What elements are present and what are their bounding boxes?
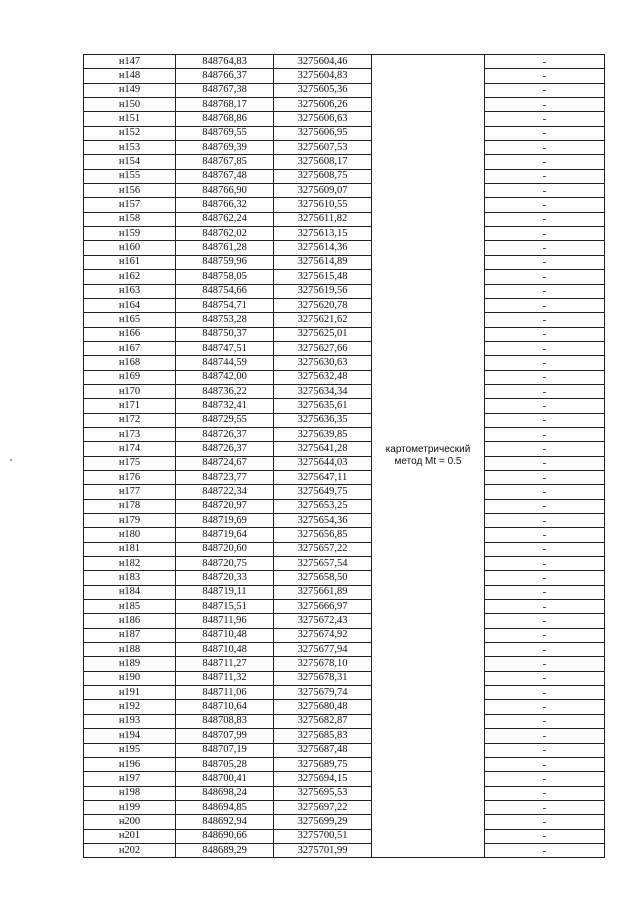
note-cell: - — [485, 686, 605, 700]
point-name-cell: н153 — [84, 141, 176, 155]
note-cell: - — [485, 227, 605, 241]
y-coordinate-cell: 3275685,83 — [274, 729, 372, 743]
point-name-cell: н148 — [84, 69, 176, 83]
point-name-cell: н175 — [84, 456, 176, 470]
x-coordinate-cell: 848766,37 — [176, 69, 274, 83]
table-row — [84, 729, 605, 743]
table-row — [84, 126, 605, 140]
point-name-cell: н191 — [84, 686, 176, 700]
point-name-cell: н157 — [84, 198, 176, 212]
y-coordinate-cell: 3275621,62 — [274, 313, 372, 327]
point-name-cell: н190 — [84, 671, 176, 685]
y-coordinate-cell: 3275639,85 — [274, 427, 372, 441]
point-name-cell: н162 — [84, 270, 176, 284]
x-coordinate-cell: 848707,99 — [176, 729, 274, 743]
x-coordinate-cell: 848720,75 — [176, 557, 274, 571]
point-name-cell: н180 — [84, 528, 176, 542]
table-row — [84, 585, 605, 599]
table-row — [84, 112, 605, 126]
point-name-cell: н164 — [84, 298, 176, 312]
x-coordinate-cell: 848767,85 — [176, 155, 274, 169]
y-coordinate-cell: 3275613,15 — [274, 227, 372, 241]
x-coordinate-cell: 848767,38 — [176, 83, 274, 97]
note-cell: - — [485, 499, 605, 513]
x-coordinate-cell: 848761,28 — [176, 241, 274, 255]
point-name-cell: н147 — [84, 55, 176, 69]
x-coordinate-cell: 848700,41 — [176, 772, 274, 786]
y-coordinate-cell: 3275606,63 — [274, 112, 372, 126]
y-coordinate-cell: 3275610,55 — [274, 198, 372, 212]
y-coordinate-cell: 3275634,34 — [274, 384, 372, 398]
note-cell: - — [485, 585, 605, 599]
point-name-cell: н150 — [84, 98, 176, 112]
x-coordinate-cell: 848720,60 — [176, 542, 274, 556]
table-row — [84, 427, 605, 441]
y-coordinate-cell: 3275678,10 — [274, 657, 372, 671]
table-row — [84, 843, 605, 857]
note-cell: - — [485, 313, 605, 327]
table-row — [84, 743, 605, 757]
point-name-cell: н156 — [84, 184, 176, 198]
x-coordinate-cell: 848726,37 — [176, 427, 274, 441]
x-coordinate-cell: 848758,05 — [176, 270, 274, 284]
table-row — [84, 241, 605, 255]
point-name-cell: н198 — [84, 786, 176, 800]
note-cell: - — [485, 485, 605, 499]
note-cell: - — [485, 83, 605, 97]
note-cell: - — [485, 772, 605, 786]
y-coordinate-cell: 3275654,36 — [274, 514, 372, 528]
table-row — [84, 284, 605, 298]
x-coordinate-cell: 848768,17 — [176, 98, 274, 112]
note-cell: - — [485, 614, 605, 628]
note-cell: - — [485, 514, 605, 528]
note-cell: - — [485, 628, 605, 642]
point-name-cell: н167 — [84, 341, 176, 355]
y-coordinate-cell: 3275700,51 — [274, 829, 372, 843]
table-row — [84, 83, 605, 97]
y-coordinate-cell: 3275609,07 — [274, 184, 372, 198]
y-coordinate-cell: 3275614,89 — [274, 255, 372, 269]
table-row — [84, 628, 605, 642]
note-cell: - — [485, 815, 605, 829]
note-cell: - — [485, 843, 605, 857]
x-coordinate-cell: 848768,86 — [176, 112, 274, 126]
table-row — [84, 370, 605, 384]
note-cell: - — [485, 470, 605, 484]
y-coordinate-cell: 3275677,94 — [274, 643, 372, 657]
note-cell: - — [485, 327, 605, 341]
point-name-cell: н152 — [84, 126, 176, 140]
note-cell: - — [485, 700, 605, 714]
note-cell: - — [485, 729, 605, 743]
note-cell: - — [485, 141, 605, 155]
point-name-cell: н161 — [84, 255, 176, 269]
table-row — [84, 69, 605, 83]
y-coordinate-cell: 3275604,46 — [274, 55, 372, 69]
y-coordinate-cell: 3275656,85 — [274, 528, 372, 542]
note-cell: - — [485, 112, 605, 126]
point-name-cell: н185 — [84, 600, 176, 614]
table-row — [84, 757, 605, 771]
point-name-cell: н182 — [84, 557, 176, 571]
note-cell: - — [485, 657, 605, 671]
y-coordinate-cell: 3275657,54 — [274, 557, 372, 571]
table-row — [84, 255, 605, 269]
x-coordinate-cell: 848762,02 — [176, 227, 274, 241]
table-row — [84, 327, 605, 341]
y-coordinate-cell: 3275657,22 — [274, 542, 372, 556]
y-coordinate-cell: 3275695,53 — [274, 786, 372, 800]
y-coordinate-cell: 3275606,95 — [274, 126, 372, 140]
y-coordinate-cell: 3275674,92 — [274, 628, 372, 642]
table-row — [84, 456, 605, 470]
y-coordinate-cell: 3275653,25 — [274, 499, 372, 513]
note-cell: - — [485, 356, 605, 370]
x-coordinate-cell: 848711,32 — [176, 671, 274, 685]
note-cell: - — [485, 442, 605, 456]
table-row — [84, 786, 605, 800]
x-coordinate-cell: 848708,83 — [176, 714, 274, 728]
y-coordinate-cell: 3275647,11 — [274, 470, 372, 484]
table-row — [84, 800, 605, 814]
x-coordinate-cell: 848722,34 — [176, 485, 274, 499]
note-cell: - — [485, 542, 605, 556]
note-cell: - — [485, 241, 605, 255]
point-name-cell: н169 — [84, 370, 176, 384]
table-row — [84, 528, 605, 542]
point-name-cell: н151 — [84, 112, 176, 126]
y-coordinate-cell: 3275632,48 — [274, 370, 372, 384]
table-row — [84, 141, 605, 155]
table-row — [84, 542, 605, 556]
x-coordinate-cell: 848769,39 — [176, 141, 274, 155]
point-name-cell: н200 — [84, 815, 176, 829]
note-cell: - — [485, 69, 605, 83]
x-coordinate-cell: 848732,41 — [176, 399, 274, 413]
point-name-cell: н195 — [84, 743, 176, 757]
table-row — [84, 643, 605, 657]
point-name-cell: н155 — [84, 169, 176, 183]
note-cell: - — [485, 800, 605, 814]
point-name-cell: н183 — [84, 571, 176, 585]
point-name-cell: н158 — [84, 212, 176, 226]
note-cell: - — [485, 126, 605, 140]
point-name-cell: н159 — [84, 227, 176, 241]
table-row — [84, 657, 605, 671]
table-row — [84, 442, 605, 456]
y-coordinate-cell: 3275661,89 — [274, 585, 372, 599]
note-cell: - — [485, 671, 605, 685]
note-cell: - — [485, 399, 605, 413]
y-coordinate-cell: 3275701,99 — [274, 843, 372, 857]
x-coordinate-cell: 848769,55 — [176, 126, 274, 140]
point-name-cell: н187 — [84, 628, 176, 642]
y-coordinate-cell: 3275678,31 — [274, 671, 372, 685]
point-name-cell: н149 — [84, 83, 176, 97]
table-row — [84, 341, 605, 355]
y-coordinate-cell: 3275604,83 — [274, 69, 372, 83]
y-coordinate-cell: 3275699,29 — [274, 815, 372, 829]
table-row — [84, 384, 605, 398]
x-coordinate-cell: 848715,51 — [176, 600, 274, 614]
x-coordinate-cell: 848767,48 — [176, 169, 274, 183]
point-name-cell: н179 — [84, 514, 176, 528]
note-cell: - — [485, 284, 605, 298]
y-coordinate-cell: 3275666,97 — [274, 600, 372, 614]
x-coordinate-cell: 848698,24 — [176, 786, 274, 800]
y-coordinate-cell: 3275694,15 — [274, 772, 372, 786]
coordinates-table-body — [84, 55, 605, 858]
point-name-cell: н176 — [84, 470, 176, 484]
note-cell: - — [485, 600, 605, 614]
table-row — [84, 485, 605, 499]
table-row — [84, 184, 605, 198]
note-cell: - — [485, 270, 605, 284]
table-row — [84, 686, 605, 700]
note-cell: - — [485, 184, 605, 198]
point-name-cell: н202 — [84, 843, 176, 857]
point-name-cell: н189 — [84, 657, 176, 671]
note-cell: - — [485, 714, 605, 728]
x-coordinate-cell: 848720,97 — [176, 499, 274, 513]
x-coordinate-cell: 848707,19 — [176, 743, 274, 757]
point-name-cell: н193 — [84, 714, 176, 728]
y-coordinate-cell: 3275682,87 — [274, 714, 372, 728]
y-coordinate-cell: 3275687,48 — [274, 743, 372, 757]
point-name-cell: н154 — [84, 155, 176, 169]
coordinates-table — [83, 54, 605, 858]
note-cell: - — [485, 743, 605, 757]
point-name-cell: н170 — [84, 384, 176, 398]
note-cell: - — [485, 786, 605, 800]
point-name-cell: н171 — [84, 399, 176, 413]
y-coordinate-cell: 3275636,35 — [274, 413, 372, 427]
table-row — [84, 227, 605, 241]
point-name-cell: н184 — [84, 585, 176, 599]
table-row — [84, 700, 605, 714]
point-name-cell: н174 — [84, 442, 176, 456]
x-coordinate-cell: 848694,85 — [176, 800, 274, 814]
note-cell: - — [485, 298, 605, 312]
x-coordinate-cell: 848692,94 — [176, 815, 274, 829]
point-name-cell: н186 — [84, 614, 176, 628]
note-cell: - — [485, 370, 605, 384]
scan-speck — [10, 459, 12, 461]
y-coordinate-cell: 3275608,17 — [274, 155, 372, 169]
note-cell: - — [485, 198, 605, 212]
note-cell: - — [485, 169, 605, 183]
table-row — [84, 98, 605, 112]
x-coordinate-cell: 848754,66 — [176, 284, 274, 298]
x-coordinate-cell: 848766,32 — [176, 198, 274, 212]
y-coordinate-cell: 3275649,75 — [274, 485, 372, 499]
point-name-cell: н197 — [84, 772, 176, 786]
x-coordinate-cell: 848766,90 — [176, 184, 274, 198]
x-coordinate-cell: 848710,48 — [176, 628, 274, 642]
x-coordinate-cell: 848753,28 — [176, 313, 274, 327]
y-coordinate-cell: 3275672,43 — [274, 614, 372, 628]
point-name-cell: н199 — [84, 800, 176, 814]
point-name-cell: н196 — [84, 757, 176, 771]
point-name-cell: н173 — [84, 427, 176, 441]
table-row — [84, 55, 605, 69]
note-cell: - — [485, 528, 605, 542]
y-coordinate-cell: 3275658,50 — [274, 571, 372, 585]
y-coordinate-cell: 3275620,78 — [274, 298, 372, 312]
table-row — [84, 270, 605, 284]
note-cell: - — [485, 427, 605, 441]
table-row — [84, 198, 605, 212]
note-cell: - — [485, 255, 605, 269]
x-coordinate-cell: 848720,33 — [176, 571, 274, 585]
point-name-cell: н166 — [84, 327, 176, 341]
note-cell: - — [485, 643, 605, 657]
x-coordinate-cell: 848711,06 — [176, 686, 274, 700]
point-name-cell: н194 — [84, 729, 176, 743]
note-cell: - — [485, 456, 605, 470]
x-coordinate-cell: 848750,37 — [176, 327, 274, 341]
table-row — [84, 714, 605, 728]
x-coordinate-cell: 848724,67 — [176, 456, 274, 470]
x-coordinate-cell: 848711,27 — [176, 657, 274, 671]
note-cell: - — [485, 98, 605, 112]
y-coordinate-cell: 3275607,53 — [274, 141, 372, 155]
note-cell: - — [485, 384, 605, 398]
x-coordinate-cell: 848719,69 — [176, 514, 274, 528]
x-coordinate-cell: 848742,00 — [176, 370, 274, 384]
table-row — [84, 600, 605, 614]
x-coordinate-cell: 848689,29 — [176, 843, 274, 857]
note-cell: - — [485, 829, 605, 843]
point-name-cell: н168 — [84, 356, 176, 370]
x-coordinate-cell: 848710,64 — [176, 700, 274, 714]
table-row — [84, 571, 605, 585]
x-coordinate-cell: 848764,83 — [176, 55, 274, 69]
table-row — [84, 356, 605, 370]
table-row — [84, 399, 605, 413]
method-line-1: картометрический — [385, 444, 471, 456]
y-coordinate-cell: 3275605,36 — [274, 83, 372, 97]
table-row — [84, 671, 605, 685]
point-name-cell: н178 — [84, 499, 176, 513]
y-coordinate-cell: 3275680,48 — [274, 700, 372, 714]
y-coordinate-cell: 3275608,75 — [274, 169, 372, 183]
note-cell: - — [485, 212, 605, 226]
table-row — [84, 499, 605, 513]
point-name-cell: н172 — [84, 413, 176, 427]
table-row — [84, 614, 605, 628]
x-coordinate-cell: 848690,66 — [176, 829, 274, 843]
note-cell: - — [485, 571, 605, 585]
y-coordinate-cell: 3275614,36 — [274, 241, 372, 255]
x-coordinate-cell: 848759,96 — [176, 255, 274, 269]
method-cell — [372, 55, 485, 858]
note-cell: - — [485, 757, 605, 771]
x-coordinate-cell: 848729,55 — [176, 413, 274, 427]
note-cell: - — [485, 341, 605, 355]
point-name-cell: н201 — [84, 829, 176, 843]
table-row — [84, 413, 605, 427]
y-coordinate-cell: 3275641,28 — [274, 442, 372, 456]
note-cell: - — [485, 413, 605, 427]
point-name-cell: н163 — [84, 284, 176, 298]
point-name-cell: н181 — [84, 542, 176, 556]
x-coordinate-cell: 848705,28 — [176, 757, 274, 771]
table-row — [84, 155, 605, 169]
table-row — [84, 169, 605, 183]
table-row — [84, 772, 605, 786]
table-row — [84, 470, 605, 484]
table-row — [84, 514, 605, 528]
note-cell: - — [485, 155, 605, 169]
y-coordinate-cell: 3275611,82 — [274, 212, 372, 226]
point-name-cell: н160 — [84, 241, 176, 255]
note-cell: - — [485, 55, 605, 69]
note-cell: - — [485, 557, 605, 571]
x-coordinate-cell: 848719,11 — [176, 585, 274, 599]
table-row — [84, 815, 605, 829]
point-name-cell: н192 — [84, 700, 176, 714]
x-coordinate-cell: 848762,24 — [176, 212, 274, 226]
x-coordinate-cell: 848754,71 — [176, 298, 274, 312]
table-row — [84, 829, 605, 843]
x-coordinate-cell: 848710,48 — [176, 643, 274, 657]
point-name-cell: н165 — [84, 313, 176, 327]
point-name-cell: н177 — [84, 485, 176, 499]
y-coordinate-cell: 3275606,26 — [274, 98, 372, 112]
table-row — [84, 557, 605, 571]
x-coordinate-cell: 848723,77 — [176, 470, 274, 484]
x-coordinate-cell: 848711,96 — [176, 614, 274, 628]
y-coordinate-cell: 3275644,03 — [274, 456, 372, 470]
y-coordinate-cell: 3275689,75 — [274, 757, 372, 771]
y-coordinate-cell: 3275619,56 — [274, 284, 372, 298]
y-coordinate-cell: 3275630,63 — [274, 356, 372, 370]
x-coordinate-cell: 848747,51 — [176, 341, 274, 355]
table-row — [84, 298, 605, 312]
point-name-cell: н188 — [84, 643, 176, 657]
table-row — [84, 313, 605, 327]
x-coordinate-cell: 848719,64 — [176, 528, 274, 542]
x-coordinate-cell: 848744,59 — [176, 356, 274, 370]
y-coordinate-cell: 3275697,22 — [274, 800, 372, 814]
x-coordinate-cell: 848726,37 — [176, 442, 274, 456]
y-coordinate-cell: 3275679,74 — [274, 686, 372, 700]
x-coordinate-cell: 848736,22 — [176, 384, 274, 398]
y-coordinate-cell: 3275625,01 — [274, 327, 372, 341]
method-line-2: метод Mt = 0.5 — [394, 456, 462, 468]
y-coordinate-cell: 3275627,66 — [274, 341, 372, 355]
table-row — [84, 212, 605, 226]
y-coordinate-cell: 3275635,61 — [274, 399, 372, 413]
y-coordinate-cell: 3275615,48 — [274, 270, 372, 284]
